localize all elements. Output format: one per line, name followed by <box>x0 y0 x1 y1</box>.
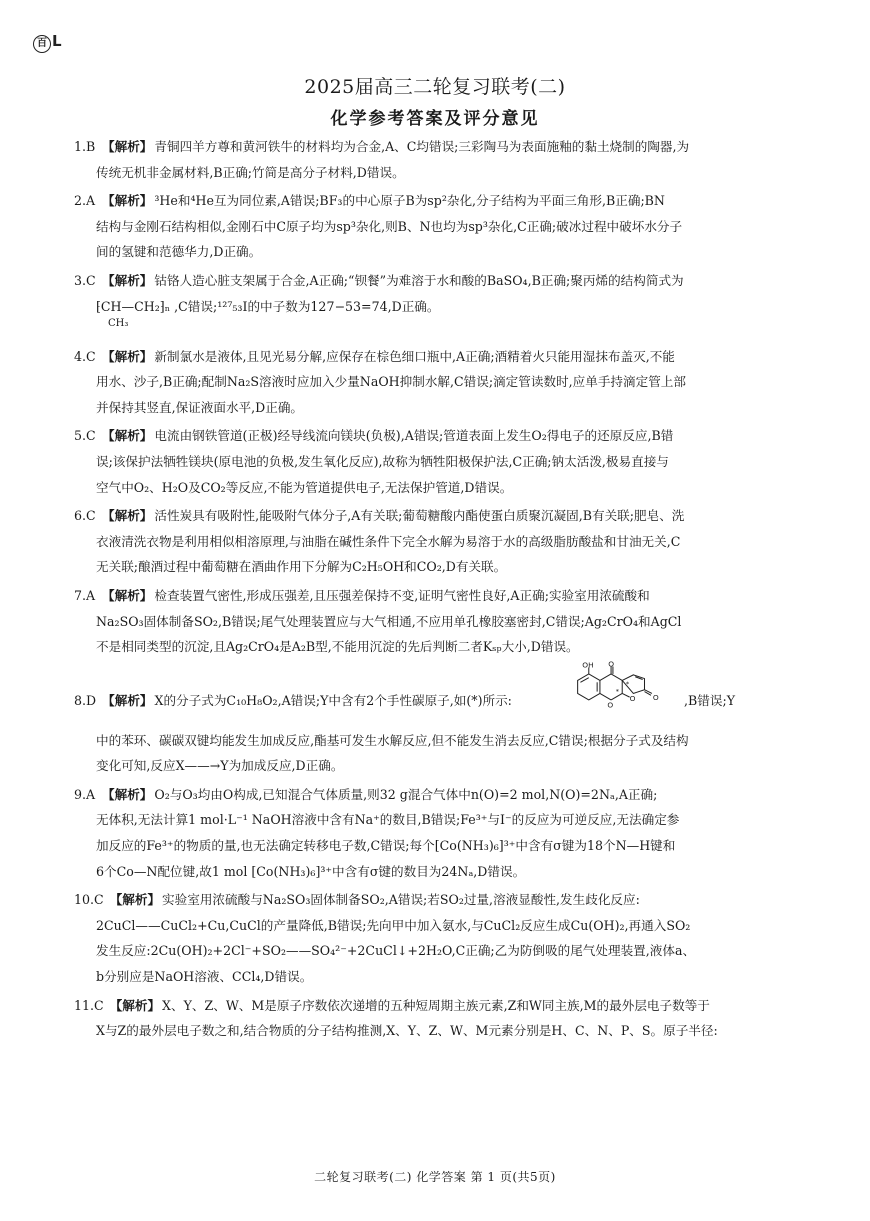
answer-line <box>74 782 804 808</box>
answer-number: 6.C <box>74 508 96 524</box>
answer-text: 电流由钢铁管道(正极)经导线流向镁块(负极),A错误;管道表面上发生O₂得电子的还原反应,B错 <box>154 428 674 444</box>
answer-item-1 <box>74 134 804 185</box>
analysis-tag: 【解析】 <box>102 508 153 524</box>
answer-line: 无体积,无法计算1 mol·L⁻¹ NaOH溶液中含有Na⁺的数目,B错误;Fe³⁺与I⁻的反应为可逆反应,无法确定参 <box>96 812 680 828</box>
answer-item-8 <box>74 659 804 779</box>
answer-number: 7.A <box>74 587 96 603</box>
logo-circle-char: 百 <box>33 35 51 53</box>
answer-number: 1.B <box>74 139 96 154</box>
analysis-tag: 【解析】 <box>102 139 153 154</box>
analysis-tag: 【解析】 <box>102 692 153 708</box>
logo-letter: L <box>52 32 62 50</box>
answer-line: 并保持其竖直,保证液面水平,D正确。 <box>96 399 304 415</box>
answer-line: 6个Co—N配位键,故1 mol [Co(NH₃)₆]³⁺中含有σ键的数目为24Nₐ,D错误。 <box>96 863 526 879</box>
molecule-y-structure <box>560 660 690 712</box>
answer-line: 衣液清洗衣物是利用相似相溶原理,与油脂在碱性条件下完全水解为易溶于水的高级脂肪酸盐和甘油无关,C <box>96 533 681 549</box>
answer-line: X与Z的最外层电子数之和,结合物质的分子结构推测,X、Y、Z、W、M元素分别是H、C、N、P、S。原子半径: <box>96 1023 718 1039</box>
answer-line: 无关联;酿酒过程中葡萄糖在酒曲作用下分解为C₂H₅OH和CO₂,D有关联。 <box>96 559 507 575</box>
answer-item-7 <box>74 583 804 660</box>
answer-line: 空气中O₂、H₂O及CO₂等反应,不能为管道提供电子,无法保护管道,D错误。 <box>96 479 513 495</box>
answer-text: 钴铬人造心脏支架属于合金,A正确;“钡餐”为难溶于水和酸的BaSO₄,B正确;聚丙烯的结构简式为 <box>154 272 684 288</box>
answer-number: 3.C <box>74 272 96 288</box>
answer-number: 5.C <box>74 428 96 444</box>
answer-number: 8.D <box>74 692 97 708</box>
answer-line: 变化可知,反应X——→Y为加成反应,D正确。 <box>96 758 344 774</box>
atom-o-lactone: O <box>629 693 636 703</box>
page-subtitle: 化学参考答案及评分意见 <box>330 109 540 129</box>
answer-line: 2CuCl——CuCl₂+Cu,CuCl的产量降低,B错误;先向甲中加入氨水,与CuCl₂反应生成Cu(OH)₂,再通入SO₂ <box>96 917 691 933</box>
answer-text: ,B错误;Y <box>684 692 736 708</box>
answer-item-10 <box>74 887 804 989</box>
polymer-methyl-branch: CH₃ <box>108 317 129 329</box>
answer-line <box>74 423 804 449</box>
analysis-tag: 【解析】 <box>102 348 153 364</box>
answer-line: Na₂SO₃固体制备SO₂,B错误;尾气处理装置应与大气相通,不应用单孔橡胶塞密封,C错误;Ag₂CrO₄和AgCl <box>96 613 682 629</box>
answer-text: 青铜四羊方尊和黄河铁牛的材料均为合金,A、C均错误;三彩陶马为表面施釉的黏土烧制的陶器,为 <box>154 139 690 154</box>
analysis-tag: 【解析】 <box>102 193 153 209</box>
answer-line: 用水、沙子,B正确;配制Na₂S溶液时应加入少量NaOH抑制水解,C错误;滴定管读数时,应单手持滴定管上部 <box>96 374 686 390</box>
answer-text: 检查装置气密性,形成压强差,且压强差保持不变,证明气密性良好,A正确;实验室用浓硫酸和 <box>154 587 650 603</box>
answer-line <box>74 887 804 913</box>
analysis-tag: 【解析】 <box>109 892 161 908</box>
answer-line: 加反应的Fe³⁺的物质的量,也无法确定转移电子数,C错误;每个[Co(NH₃)₆]³⁺中含有σ键为18个N—H键和 <box>96 838 676 854</box>
answer-number: 2.A <box>74 193 96 209</box>
answer-item-2 <box>74 188 804 265</box>
answer-8-with-structure <box>74 659 804 714</box>
answer-line <box>74 503 804 529</box>
analysis-tag: 【解析】 <box>102 587 153 603</box>
analysis-tag: 【解析】 <box>102 272 153 288</box>
chiral-mark-2: * <box>625 679 630 688</box>
answer-line <box>74 268 804 294</box>
answer-line: 发生反应:2Cu(OH)₂+2Cl⁻+SO₂——SO₄²⁻+2CuCl↓+2H₂O,C正确;乙为防倒吸的尾气处理装置,液体a、 <box>96 943 696 959</box>
answer-line <box>74 134 804 160</box>
answer-text: ³He和⁴He互为同位素,A错误;BF₃的中心原子B为sp²杂化,分子结构为平面三角形,B正确;BN <box>154 193 665 209</box>
analysis-tag: 【解析】 <box>109 997 161 1013</box>
polymer-formula-line: ⁅CH—CH₂⁆ₙ ,C错误;¹²⁷₅₃I的中子数为127−53=74,D正确。 <box>96 298 440 314</box>
answer-text: X的分子式为C₁₀H₈O₂,A错误;Y中含有2个手性碳原子,如(*)所示: <box>154 692 512 708</box>
exam-logo <box>33 32 62 53</box>
atom-o-ketone: O <box>608 659 615 669</box>
atom-o-carbonyl: O <box>652 692 659 702</box>
answer-text: 活性炭具有吸附性,能吸附气体分子,A有关联;葡萄糖酸内酯使蛋白质聚沉凝固,B有关联;肥皂、洗 <box>154 508 685 524</box>
answer-number: 9.A <box>74 786 96 802</box>
atom-o-ring: O <box>607 700 614 710</box>
page-title: 2025届高三二轮复习联考(二) <box>304 76 566 98</box>
answer-item-4 <box>74 344 804 421</box>
answer-line: 中的苯环、碳碳双键均能发生加成反应,酯基可发生水解反应,但不能发生消去反应,C错误;根据分子式及结构 <box>96 732 689 748</box>
answer-line: 误;该保护法牺牲镁块(原电池的负极,发生氧化反应),故称为牺牲阳极保护法,C正确;钠太活泼,极易直接与 <box>96 453 669 469</box>
answer-text: 实验室用浓硫酸与Na₂SO₃固体制备SO₂,A错误;若SO₂过量,溶液显酸性,发生歧化反应: <box>162 892 640 908</box>
analysis-tag: 【解析】 <box>102 786 153 802</box>
answer-item-3 <box>74 268 804 332</box>
answer-item-9 <box>74 782 804 884</box>
answer-number: 11.C <box>74 997 104 1013</box>
answer-line <box>74 344 804 370</box>
answer-line: 结构与金刚石结构相似,金刚石中C原子均为sp³杂化,则B、N也均为sp³杂化,C正确;破冰过程中破坏水分子 <box>96 218 683 234</box>
answer-text: O₂与O₃均由O构成,已知混合气体质量,则32 g混合气体中n(O)=2 mol,N(O)=2Nₐ,A正确; <box>154 786 658 802</box>
chiral-mark-1: * <box>615 687 619 696</box>
answer-line <box>74 688 512 714</box>
answer-number: 4.C <box>74 348 96 364</box>
answer-list <box>74 134 804 1047</box>
answer-line <box>74 993 804 1019</box>
answer-line <box>74 583 804 609</box>
answer-text: 新制氯水是液体,且见光易分解,应保存在棕色细口瓶中,A正确;酒精着火只能用湿抹布盖灭,不能 <box>154 348 675 364</box>
answer-line: b分别应是NaOH溶液、CCl₄,D错误。 <box>96 969 313 985</box>
analysis-tag: 【解析】 <box>102 428 153 444</box>
answer-number: 10.C <box>74 892 104 908</box>
answer-item-11 <box>74 993 804 1044</box>
answer-line: 间的氢键和范德华力,D正确。 <box>96 244 262 260</box>
answer-item-5 <box>74 423 804 500</box>
answer-text: X、Y、Z、W、M是原子序数依次递增的五种短周期主族元素,Z和W同主族,M的最外层电子数等于 <box>162 997 710 1013</box>
answer-line: 不是相同类型的沉淀,且Ag₂CrO₄是A₂B型,不能用沉淀的先后判断二者Kₛₚ大小,D错误。 <box>96 639 579 655</box>
atom-oh: OH <box>582 660 594 670</box>
answer-line <box>74 188 804 214</box>
answer-line: 传统无机非金属材料,B正确;竹简是高分子材料,D错误。 <box>96 164 405 180</box>
page-footer: 二轮复习联考(二) 化学答案 第 1 页(共5页) <box>314 1170 556 1184</box>
answer-item-6 <box>74 503 804 580</box>
